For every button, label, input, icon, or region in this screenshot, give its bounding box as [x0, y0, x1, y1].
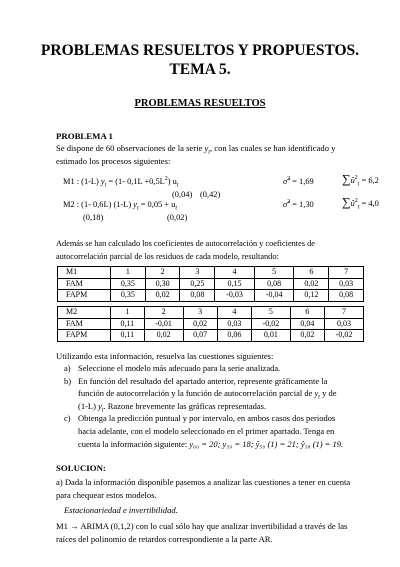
table-row: M2 1 2 3 4 5 6 7	[58, 307, 364, 319]
model-m2-se-2: (0,02)	[167, 213, 188, 222]
given-info: y₆₀ = 20; y₅₉ = 18; ŷ₅₉ (1) = 21; ŷ₅₈ (1) = 19.	[189, 438, 344, 449]
table-row: FAM 0,35 0,30 0,25 0,15 0,08 0,02 0,03	[58, 278, 364, 290]
list-item: b) En función del resultado del apartado anterior, represente gráficamente la	[64, 375, 328, 386]
model-m1-se-1: (0,04)	[172, 190, 193, 199]
solution-paragraph-m1: M1 → ARIMA (0,1,2) con lo cual sólo hay que analizar invertibilidad a través de las raíces del polinomio de retardos correspondiente a la parte AR.	[56, 521, 348, 544]
list-item: cuenta la información siguiente: y₆₀ = 20; y₅₉ = 18; ŷ₅₉ (1) = 21; ŷ₅₈ (1) = 19.	[78, 438, 344, 449]
table-row: FAM 0,11 -0,01 0,02 0,03 -0,02 0,04 0,03	[58, 318, 364, 330]
intro-paragraph: Se dispone de 60 observaciones de la serie $y_t$, con las cuales se han identificado y estimado los procesos siguientes:	[56, 143, 336, 166]
model-m2-equation: M2 : (1- 0,6L) (1-L) $y_t = 0,05 + u_t$	[63, 200, 177, 212]
solution-paragraph-a: a) Dada la información disponible pasemos a analizar las cuestiones a tener en cuenta para chequear estos modelos.	[56, 477, 351, 500]
table-m1	[57, 266, 364, 302]
list-item: función de autocorrelación y la función de autocorrelación parcial de $y_t$ y de	[78, 388, 337, 401]
document-title-line2: TEMA 5.	[169, 61, 231, 78]
series-variable: $y_t$	[204, 143, 210, 156]
model-m1-equation: M1 : (1-L) $y_t = (1-$ $0,1L +0,5L^2$) $u_t$	[63, 176, 179, 189]
solution-subheading: Estacionariedad e invertibilidad.	[64, 505, 178, 515]
model-m2-sigma: σ̂$^2$ = 1,30	[283, 199, 314, 209]
model-m1-sum: $\sum û^2_t = 6,2$	[342, 172, 379, 188]
model-m1-se-2: (0,42)	[200, 190, 221, 199]
list-item: (1-L) $y_t$. Razone brevemente las gráficas representadas.	[78, 400, 267, 414]
table-row: FAPM 0,35 0,02 0,08 -0,03 -0,04 0,12 0,08	[58, 290, 364, 302]
info-paragraph: Utilizando esta información, resuelva las cuestiones siguientes:	[56, 351, 274, 361]
problem-heading: PROBLEMA 1	[56, 131, 113, 141]
model-m1-sigma: σ̂$^2$ = 1,69	[283, 176, 314, 186]
document-title-line1: PROBLEMAS RESUELTOS Y PROPUESTOS.	[40, 42, 360, 59]
autocorrelation-paragraph: Además se han calculado los coeficientes de autocorrelación y coeficientes de autocorrelación parcial de los residuos de cada modelo, resultando:	[56, 239, 315, 261]
table-m2	[57, 306, 364, 342]
list-item: c) Obtenga la predicción puntual y por intervalo, en ambos casos dos periodos	[64, 413, 336, 424]
table-row: M1 1 2 3 4 5 6 7	[58, 267, 364, 279]
section-title: PROBLEMAS RESUELTOS	[134, 98, 266, 109]
questions-list	[56, 362, 366, 450]
model-m2-sum: $\sum û^2_t = 4,0$	[342, 195, 379, 211]
table-row: FAPM 0,11 0,02 0,07 0,06 0,01 0,02 -0,02	[58, 330, 364, 342]
solution-heading: SOLUCION:	[56, 463, 106, 473]
model-m2-se-1: (0,18)	[83, 213, 104, 222]
list-item: hacia adelante, con el modelo seleccionado en el primer apartado. Tenga en	[78, 425, 335, 436]
list-item: a) Seleccione el modelo más adecuado para la serie analizada.	[64, 363, 281, 373]
